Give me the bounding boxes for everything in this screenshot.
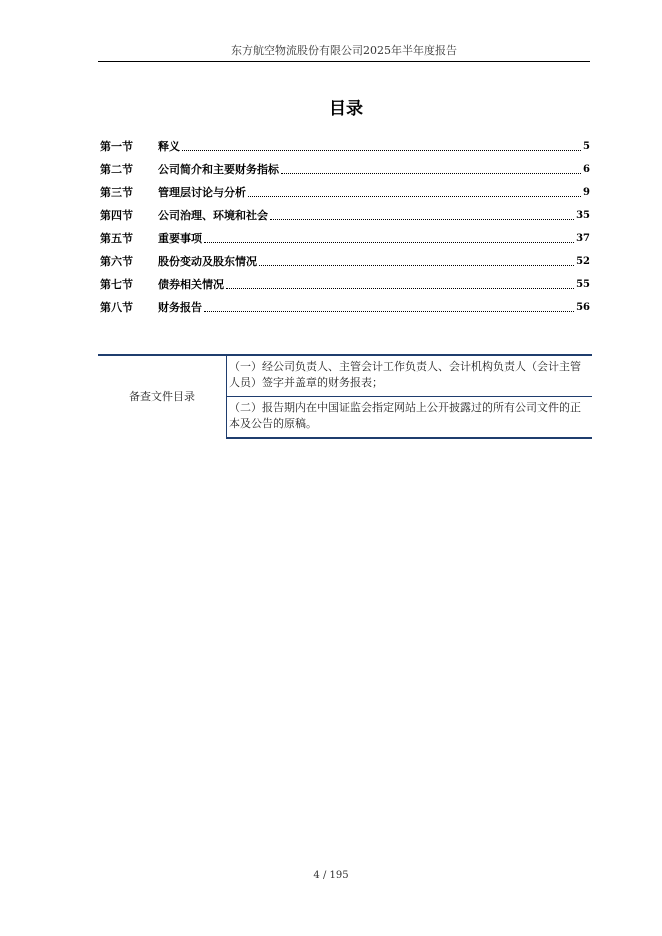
reference-document-item: （二）报告期内在中国证监会指定网站上公开披露过的所有公司文件的正本及公告的原稿。	[227, 397, 593, 439]
toc-entry[interactable]	[100, 246, 590, 269]
toc-section-name: 股份变动及股东情况	[158, 255, 257, 268]
toc-section-name: 债券相关情况	[158, 278, 224, 291]
toc-title: 目录	[329, 99, 363, 119]
page-header: 东方航空物流股份有限公司2025年半年度报告	[231, 44, 457, 57]
toc-page-number: 55	[576, 279, 590, 290]
toc-section-number: 第一节	[100, 140, 133, 153]
toc-section-number: 第五节	[100, 232, 133, 245]
toc-dot-leader	[259, 265, 574, 266]
header-divider	[98, 61, 590, 62]
toc-entry[interactable]	[100, 200, 590, 223]
table-row	[98, 355, 592, 397]
toc-entry[interactable]	[100, 154, 590, 177]
toc-section-name: 管理层讨论与分析	[158, 186, 246, 199]
toc-dot-leader	[226, 288, 574, 289]
toc-dot-leader	[270, 219, 574, 220]
toc-section-name: 公司简介和主要财务指标	[158, 163, 279, 176]
toc-dot-leader	[281, 173, 581, 174]
toc-section-name: 公司治理、环境和社会	[158, 209, 268, 222]
toc-page-number: 35	[576, 210, 590, 221]
toc-dot-leader	[248, 196, 581, 197]
toc-section-number: 第四节	[100, 209, 133, 222]
page-number: 4 / 195	[313, 870, 349, 881]
toc-section-name: 财务报告	[158, 301, 202, 314]
toc-section-number: 第七节	[100, 278, 133, 291]
toc-dot-leader	[182, 150, 581, 151]
toc-entry[interactable]	[100, 269, 590, 292]
toc-section-name: 释义	[158, 140, 180, 153]
toc-section-name: 重要事项	[158, 232, 202, 245]
toc-entry[interactable]	[100, 131, 590, 154]
toc-page-number: 37	[576, 233, 590, 244]
toc-entry[interactable]	[100, 223, 590, 246]
reference-documents-table	[98, 354, 592, 439]
reference-documents-label: 备查文件目录	[98, 355, 227, 438]
toc-page-number: 52	[576, 256, 590, 267]
toc-dot-leader	[204, 311, 574, 312]
toc-page-number: 56	[576, 302, 590, 313]
table-of-contents	[100, 131, 590, 315]
toc-section-number: 第二节	[100, 163, 133, 176]
toc-section-number: 第六节	[100, 255, 133, 268]
toc-entry[interactable]	[100, 177, 590, 200]
toc-entry[interactable]	[100, 292, 590, 315]
reference-document-item: （一）经公司负责人、主管会计工作负责人、会计机构负责人（会计主管人员）签字并盖章的财务报表；	[227, 355, 593, 397]
toc-section-number: 第三节	[100, 186, 133, 199]
toc-page-number: 5	[583, 141, 590, 152]
toc-page-number: 6	[583, 164, 590, 175]
toc-page-number: 9	[583, 187, 590, 198]
toc-dot-leader	[204, 242, 574, 243]
toc-section-number: 第八节	[100, 301, 133, 314]
